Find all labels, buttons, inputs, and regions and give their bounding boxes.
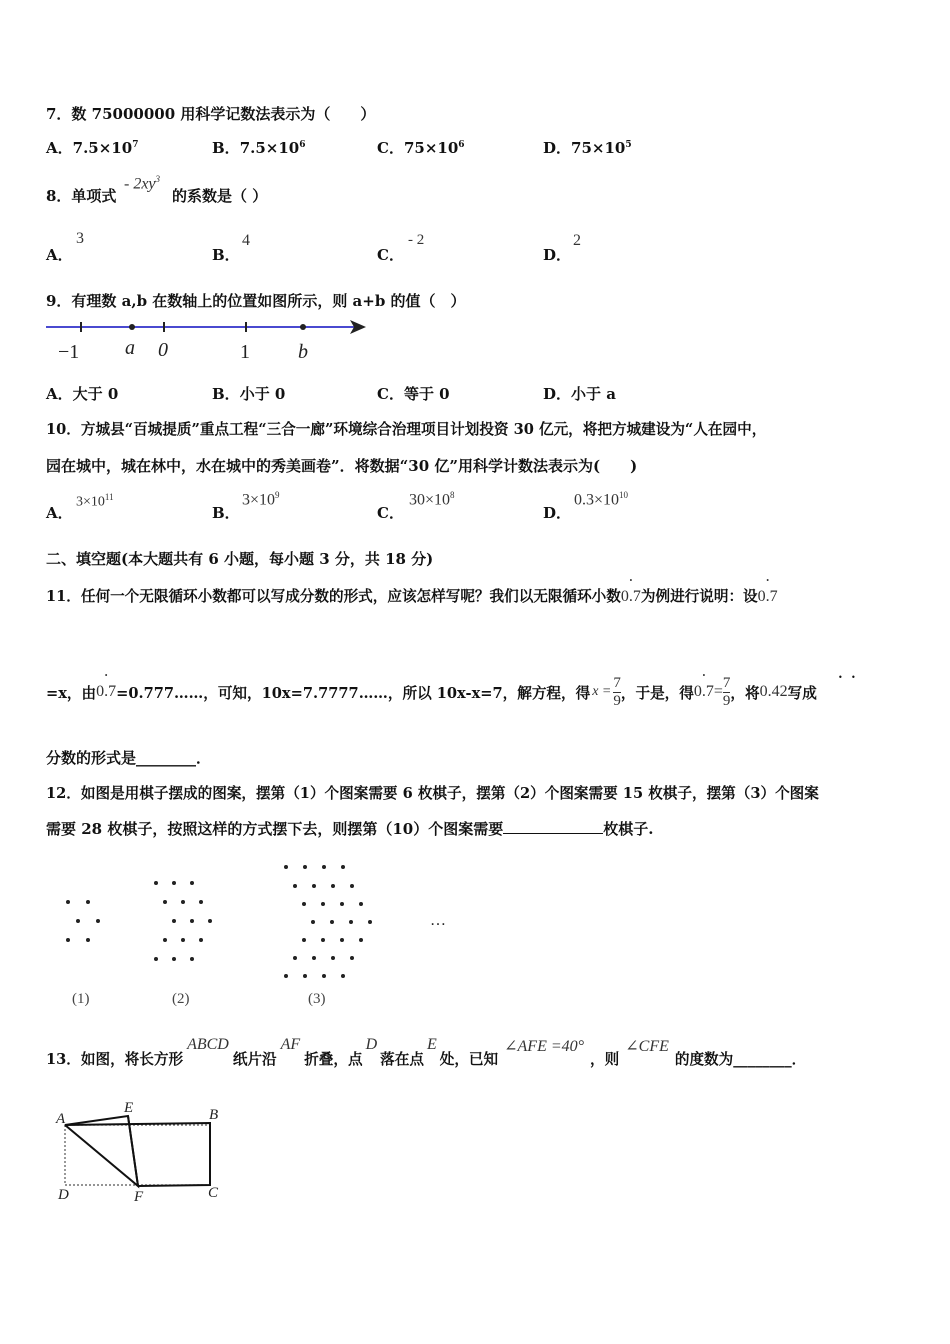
folded-rectangle-figure <box>48 1095 238 1210</box>
pattern-label-1: (1) <box>72 991 90 1007</box>
section-heading-fill-in: 二、填空题(本大题共有 6 小题，每小题 3 分，共 18 分) <box>46 550 434 568</box>
q10-option-c-letter: C． <box>377 504 404 522</box>
q11-line2: =x，由 • 0.7 =0.777……，可知，10x=7.7777……，所以 10x-x=7，解方程，得 x = $\frac{7}{9}$ ，于是，得 • 0.7 = $\frac{7}{9}$ ，将 0.42 写成 <box>46 675 817 709</box>
pattern-2 <box>154 881 212 961</box>
label-zero: 0 <box>158 339 168 361</box>
pattern-label-2: (2) <box>172 991 190 1007</box>
chess-piece <box>350 884 354 888</box>
chess-piece <box>163 900 167 904</box>
repeating-decimal-0-7: • 0.7 <box>96 683 116 701</box>
chess-piece <box>208 919 212 923</box>
q9-option-d: D．小于 a <box>543 385 616 403</box>
q9-stem: 9．有理数 a,b 在数轴上的位置如图所示，则 a+b 的值（ ） <box>46 292 466 310</box>
fig-label-f: F <box>134 1189 144 1205</box>
angle-afe: ∠AFE =40° <box>504 1038 585 1055</box>
q8-option-d-value: 2 <box>573 232 581 249</box>
q8-option-b-value: 4 <box>242 232 250 249</box>
chess-piece <box>172 957 176 961</box>
chess-piece <box>321 938 325 942</box>
chess-piece <box>303 974 307 978</box>
q8-option-c-letter: C． <box>377 246 404 264</box>
q10-option-d-letter: D． <box>543 504 572 522</box>
chess-piece <box>331 956 335 960</box>
chess-piece <box>368 920 372 924</box>
chess-piece <box>311 920 315 924</box>
label-one: 1 <box>240 341 250 363</box>
chess-piece <box>321 902 325 906</box>
fraction-7-9: $\frac{7}{9}$ <box>722 674 731 709</box>
chess-piece <box>96 919 100 923</box>
chess-piece <box>172 881 176 885</box>
answer-blank[interactable] <box>503 819 603 834</box>
chess-pattern-figure <box>40 855 480 1015</box>
fig-label-b: B <box>209 1107 219 1123</box>
chess-piece <box>154 957 158 961</box>
rect-abcd: ABCD <box>187 1036 229 1053</box>
q11-line1: 11．任何一个无限循环小数都可以写成分数的形式，应该怎样写呢？我们以无限循环小数• 0.7为例进行说明：设• 0.7 <box>46 585 778 606</box>
repeat-dot-4: • <box>838 673 843 682</box>
q10-option-b-letter: B． <box>212 504 240 522</box>
q10-stem-line1: 10．方城县“百城提质”重点工程“三合一廊”环境综合治理项目计划投资 30 亿元，将把方城建设为“人在园中， <box>46 421 767 438</box>
equation-x: x = <box>592 684 612 699</box>
point-b <box>300 324 306 330</box>
pattern-ellipsis: … <box>430 912 446 929</box>
point-e: E <box>426 1036 437 1053</box>
chess-piece <box>172 919 176 923</box>
repeating-decimal-0-7: • 0.7 <box>758 588 778 606</box>
chess-piece <box>359 902 363 906</box>
q10-option-c-value: $30\times 10^8$ <box>409 490 455 509</box>
chess-piece <box>340 902 344 906</box>
chess-piece <box>190 957 194 961</box>
q8-stem-suffix: 的系数是（ ） <box>172 187 268 205</box>
q10-option-b-value: $3\times 10^9$ <box>242 490 280 509</box>
q10-option-d-value: $0.3\times 10^{10}$ <box>574 490 629 509</box>
chess-piece <box>76 919 80 923</box>
q7-option-a: A．$7.5\times 10^7$ <box>46 139 139 157</box>
chess-piece <box>340 938 344 942</box>
chess-piece <box>86 938 90 942</box>
q12-line2: 需要 28 枚棋子，按照这样的方式摆下去，则摆第（10）个图案需要 枚棋子. <box>46 820 654 838</box>
chess-piece <box>302 938 306 942</box>
label-b: b <box>298 341 308 363</box>
q9-option-b: B．小于 0 <box>212 385 286 403</box>
chess-piece <box>341 865 345 869</box>
q9-option-c: C．等于 0 <box>377 385 450 403</box>
fig-label-c: C <box>208 1185 219 1201</box>
chess-piece <box>154 881 158 885</box>
q8-stem-prefix: 8．单项式 <box>46 187 117 205</box>
pattern-1 <box>66 900 100 942</box>
fraction-7-9: $\frac{7}{9}$ <box>613 674 621 709</box>
chess-piece <box>331 884 335 888</box>
chess-piece <box>349 920 353 924</box>
chess-piece <box>181 938 185 942</box>
chess-piece <box>163 938 167 942</box>
repeating-decimal-0-42: 0.42 <box>759 683 788 700</box>
q7-option-d: D．$75\times 10^5$ <box>543 139 632 157</box>
chess-piece <box>66 900 70 904</box>
chess-piece <box>303 865 307 869</box>
q7-option-b: B．$7.5\times 10^6$ <box>212 139 306 157</box>
chess-piece <box>66 938 70 942</box>
q8-option-a-letter: A． <box>46 246 73 264</box>
chess-piece <box>341 974 345 978</box>
q10-stem-line2: 园在城中，城在林中，水在城中的秀美画卷”．将数据“30 亿”用科学计数法表示为( ) <box>46 457 638 475</box>
q8-option-b-letter: B． <box>212 246 240 264</box>
chess-piece <box>199 938 203 942</box>
q10-option-a-value: $3\times 10^{11}$ <box>76 492 114 510</box>
q8-monomial: - $2xy^3$ <box>124 174 161 193</box>
q8-option-a-value: 3 <box>76 230 84 247</box>
chess-piece <box>190 919 194 923</box>
repeating-decimal-0-7: • 0.7 <box>621 588 641 606</box>
pattern-label-3: (3) <box>308 991 326 1007</box>
q8-option-c-value: - 2 <box>408 232 425 248</box>
repeat-dot-2: • <box>851 673 856 682</box>
q8-option-d-letter: D． <box>543 246 572 264</box>
chess-piece <box>86 900 90 904</box>
q7-stem: 7．数 75000000 用科学记数法表示为（ ） <box>46 105 376 123</box>
chess-piece <box>190 881 194 885</box>
chess-piece <box>181 900 185 904</box>
chess-piece <box>322 974 326 978</box>
chess-piece <box>330 920 334 924</box>
q9-option-a: A．大于 0 <box>46 385 119 403</box>
q10-option-a-letter: A． <box>46 504 73 522</box>
chess-piece <box>284 865 288 869</box>
chess-piece <box>293 956 297 960</box>
chess-piece <box>359 938 363 942</box>
chess-piece <box>350 956 354 960</box>
segment-af: AF <box>280 1036 301 1053</box>
q13-stem: 13．如图，将长方形 ABCD 纸片沿 AF 折叠，点 D 落在点 E 处，已知 ∠AFE =40° ，则 ∠CFE 的度数为________． <box>46 1036 807 1068</box>
chess-piece <box>293 884 297 888</box>
angle-cfe: ∠CFE <box>625 1038 669 1055</box>
chess-piece <box>199 900 203 904</box>
point-d: D <box>365 1036 378 1053</box>
chess-piece <box>312 956 316 960</box>
chess-piece <box>302 902 306 906</box>
pattern-3 <box>284 865 372 978</box>
segment-ef <box>128 1116 138 1186</box>
label-minus-one: −1 <box>58 341 80 363</box>
chess-piece <box>322 865 326 869</box>
fig-label-d: D <box>58 1187 69 1203</box>
chess-piece <box>284 974 288 978</box>
folded-triangle <box>65 1116 138 1186</box>
point-a <box>129 324 135 330</box>
fig-label-a: A <box>56 1111 66 1127</box>
repeating-decimal-0-7: • 0.7 <box>694 683 714 701</box>
label-a: a <box>125 337 135 359</box>
chess-piece <box>312 884 316 888</box>
q11-line3: 分数的形式是________． <box>46 749 212 767</box>
q12-line1: 12．如图是用棋子摆成的图案，摆第（1）个图案需要 6 枚棋子，摆第（2）个图案需要 15 枚棋子，摆第（3）个图案 <box>46 785 819 802</box>
fig-label-e: E <box>124 1100 134 1116</box>
number-line-figure <box>44 314 374 364</box>
q7-option-c: C．$75\times 10^6$ <box>377 139 465 157</box>
